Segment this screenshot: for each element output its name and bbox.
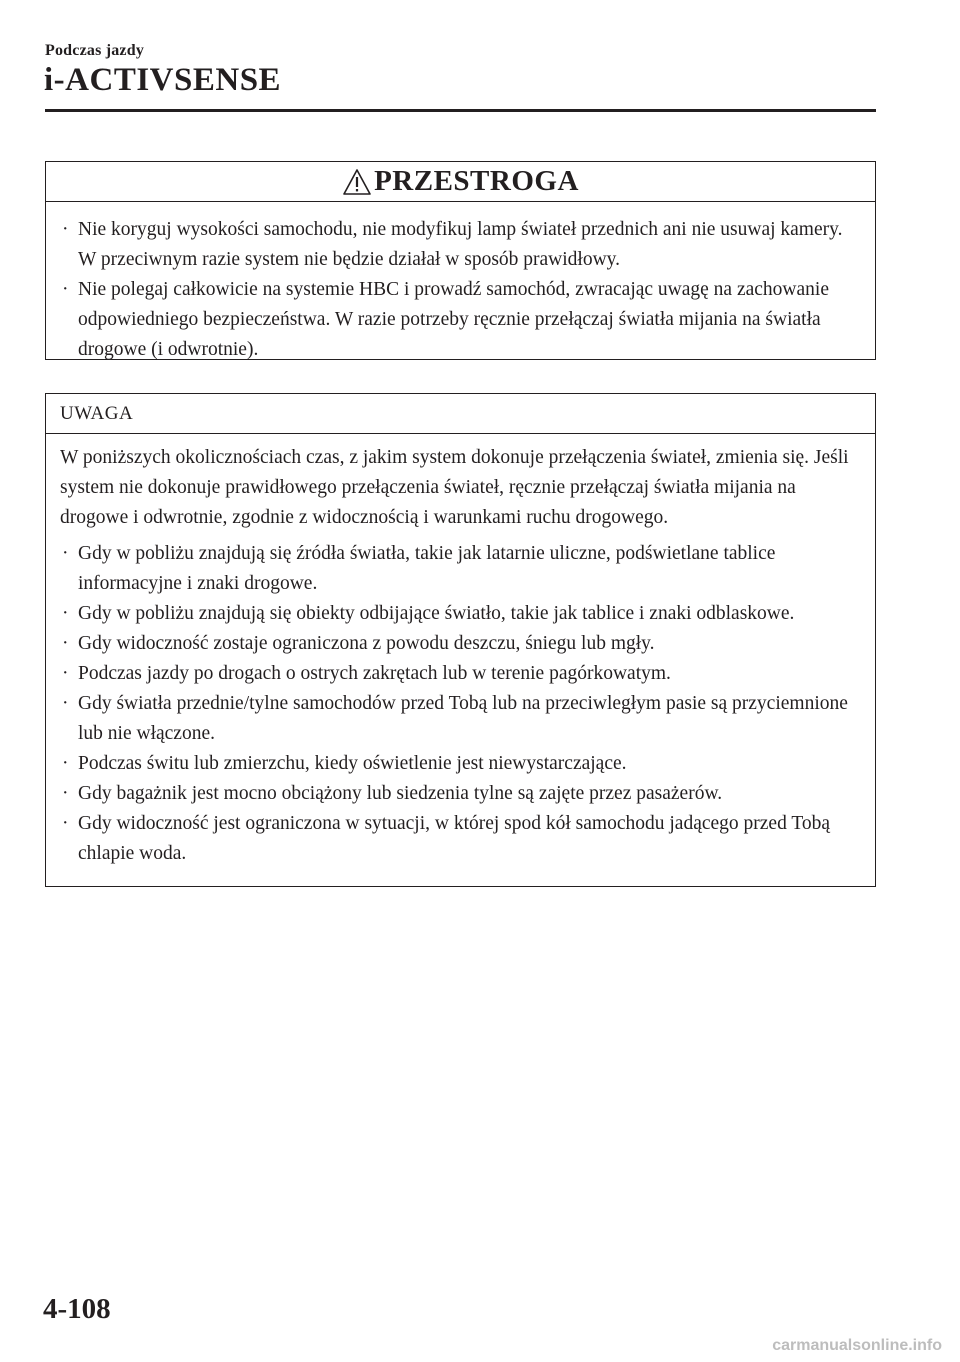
list-item <box>60 689 855 749</box>
bullet-icon: · <box>62 543 69 564</box>
list-item-text: Nie koryguj wysokości samochodu, nie modyfikuj lamp świateł przednich ani nie usuwaj kamery. W przeciwnym razie system nie będzie działał w sposób prawidłowy. <box>78 219 843 270</box>
list-item <box>60 779 855 809</box>
note-title: UWAGA <box>60 403 134 424</box>
header-rule <box>45 109 876 112</box>
watermark: carmanualsonline.info <box>772 1337 942 1354</box>
note-box <box>45 393 876 887</box>
list-item <box>60 629 855 659</box>
list-item-text: Gdy widoczność zostaje ograniczona z powodu deszczu, śniegu lub mgły. <box>78 633 655 654</box>
bullet-icon: · <box>62 783 69 804</box>
caution-title: PRZESTROGA <box>374 165 579 197</box>
note-intro: W poniższych okolicznościach czas, z jakim system dokonuje przełączenia świateł, zmienia się. Jeśli system nie dokonuje prawidłowego przełączenia świateł, ręcznie przełączaj światła mijania na drogowe i odwrotnie, zgodnie z widocznością i warunkami ruchu drogowego. <box>60 447 849 528</box>
chapter-title: i-ACTIVSENSE <box>44 62 282 98</box>
warning-triangle-icon <box>342 168 372 196</box>
bullet-icon: · <box>62 813 69 834</box>
list-item-text: Nie polegaj całkowicie na systemie HBC i prowadź samochód, zwracając uwagę na zachowanie odpowiedniego bezpieczeństwa. W razie potrzeby ręcznie przełączaj światła mijania na światła drogowe (i odwrotnie). <box>78 279 829 360</box>
list-item <box>60 539 855 599</box>
list-item <box>60 659 855 689</box>
bullet-icon: · <box>62 279 69 300</box>
bullet-icon: · <box>62 633 69 654</box>
section-label: Podczas jazdy <box>45 42 145 59</box>
caution-list <box>60 215 855 365</box>
bullet-icon: · <box>62 693 69 714</box>
list-item <box>60 749 855 779</box>
list-item-text: Gdy bagażnik jest mocno obciążony lub siedzenia tylne są zajęte przez pasażerów. <box>78 783 723 804</box>
list-item <box>60 809 855 869</box>
note-body <box>46 434 875 869</box>
caution-header <box>46 162 875 202</box>
bullet-icon: · <box>62 753 69 774</box>
caution-body <box>46 202 875 365</box>
list-item-text: Podczas świtu lub zmierzchu, kiedy oświetlenie jest niewystarczające. <box>78 753 627 774</box>
list-item-text: Gdy widoczność jest ograniczona w sytuacji, w której spod kół samochodu jadącego przed Tobą chlapie woda. <box>78 813 831 864</box>
list-item <box>60 275 855 365</box>
page-number: 4-108 <box>43 1293 111 1325</box>
bullet-icon: · <box>62 603 69 624</box>
note-list <box>60 539 855 869</box>
bullet-icon: · <box>62 219 69 240</box>
bullet-icon: · <box>62 663 69 684</box>
note-header <box>46 394 875 434</box>
list-item-text: Gdy światła przednie/tylne samochodów przed Tobą lub na przeciwległym pasie są przyciemnione lub nie włączone. <box>78 693 848 744</box>
list-item <box>60 215 855 275</box>
list-item-text: Podczas jazdy po drogach o ostrych zakrętach lub w terenie pagórkowatym. <box>78 663 671 684</box>
list-item-text: Gdy w pobliżu znajdują się obiekty odbijające światło, takie jak tablice i znaki odblaskowe. <box>78 603 795 624</box>
list-item-text: Gdy w pobliżu znajdują się źródła światła, takie jak latarnie uliczne, podświetlane tablice informacyjne i znaki drogowe. <box>78 543 776 594</box>
caution-box <box>45 161 876 360</box>
list-item <box>60 599 855 629</box>
